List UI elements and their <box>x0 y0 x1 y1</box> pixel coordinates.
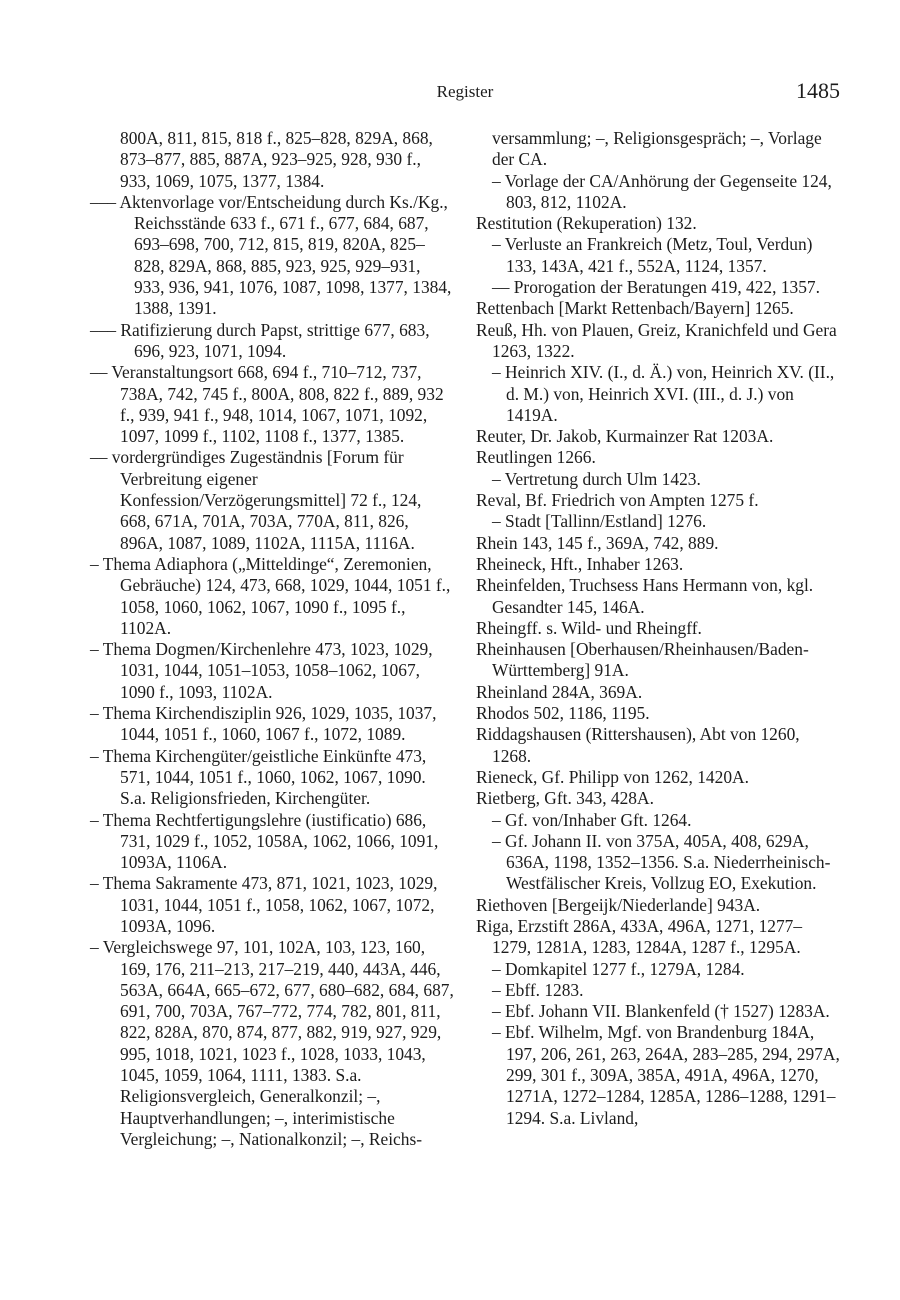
running-title: Register <box>436 82 494 101</box>
index-entry: Riga, Erzstift 286A, 433A, 496A, 1271, 1277–1279, 1281A, 1283, 1284A, 1287 f., 1295A. <box>476 915 803 958</box>
index-entry: Rettenbach [Markt Rettenbach/Bayern] 1265. <box>476 298 794 319</box>
index-entry: – Thema Rechtfertigungslehre (iustificatio) 686, 731, 1029 f., 1052, 1058A, 1062, 1066, 1091, 1093A, 1106A. <box>90 809 439 873</box>
index-entry: – Thema Dogmen/Kirchenlehre 473, 1023, 1029, 1031, 1044, 1051–1053, 1058–1062, 1067, 1090 f., 1093, 1102A. <box>90 639 433 702</box>
index-entry: ––– Ratifizierung durch Papst, strittige 677, 683, 696, 923, 1071, 1094. <box>90 319 430 361</box>
index-entry: – Gf. Johann II. von 375A, 405A, 408, 629A, 636A, 1198, 1352–1356. S.a. Niederrheinisch-Westfälischer Kreis, Vollzug EO, Exekution. <box>492 830 831 894</box>
index-column-left <box>90 128 455 1150</box>
page-header <box>90 78 840 108</box>
index-entry: –– Veranstaltungsort 668, 694 f., 710–712, 737, 738A, 742, 745 f., 800A, 808, 822 f., 889, 932 f., 939, 941 f., 948, 1014, 1067, 1071, 1092, 1097, 1099 f., 1102, 1108 f., 1377, 1385. <box>90 362 444 447</box>
index-entry: Rhein 143, 145 f., 369A, 742, 889. <box>476 532 719 553</box>
index-entry: – Ebf. Wilhelm, Mgf. von Brandenburg 184A, 197, 206, 261, 263, 264A, 283–285, 294, 297A, 299, 301 f., 309A, 385A, 491A, 496A, 1270, 1271A, 1272–1284, 1285A, 1286–1288, 1291–1294. S.a. Livland, <box>492 1022 840 1128</box>
index-entry: – Thema Adiaphora („Mitteldinge“, Zeremonien, Gebräuche) 124, 473, 668, 1029, 1044, 1051 f., 1058, 1060, 1062, 1067, 1090 f., 1095 f., 1102A. <box>90 553 451 638</box>
index-entry: – Verluste an Frankreich (Metz, Toul, Verdun) 133, 143A, 421 f., 552A, 1124, 1357. <box>492 234 813 276</box>
index-entry: –– Prorogation der Beratungen 419, 422, 1357. <box>492 277 820 298</box>
index-column-right <box>476 128 841 1129</box>
index-entry: – Vergleichswege 97, 101, 102A, 103, 123, 160, 169, 176, 211–213, 217–219, 440, 443A, 446, 563A, 664A, 665–672, 677, 680–682, 684, 687, 691, 700, 703A, 767–772, 774, 782, 801, 811, 822, 828A, 870, 874, 877, 882, 919, 927, 929, 995, 1018, 1021, 1023 f., 1028, 1033, 1043, 1045, 1059, 1064, 1111, 1383. S.a. Religionsvergleich, Generalkonzil; –, Hauptverhandlungen; –, interimistische Vergleichung; –, Nationalkonzil; –, Reichs- <box>90 937 454 1149</box>
index-entry: versammlung; –, Religionsgespräch; –, Vorlage der CA. <box>492 128 822 170</box>
index-entry: Reutlingen 1266. <box>476 447 596 468</box>
index-entry: Reuß, Hh. von Plauen, Greiz, Kranichfeld und Gera 1263, 1322. <box>476 319 837 361</box>
index-entry: Reval, Bf. Friedrich von Ampten 1275 f. <box>476 490 759 511</box>
index-entry: – Vorlage der CA/Anhörung der Gegenseite 124, 803, 812, 1102A. <box>492 170 832 212</box>
index-entry: Rheinland 284A, 369A. <box>476 681 643 702</box>
index-entry: – Thema Kirchendisziplin 926, 1029, 1035, 1037, 1044, 1051 f., 1060, 1067 f., 1072, 1089. <box>90 703 437 745</box>
index-entry: –– vordergründiges Zugeständnis [Forum für Verbreitung eigener Konfession/Verzögerungsmittel] 72 f., 124, 668, 671A, 701A, 703A, 770A, 811, 826, 896A, 1087, 1089, 1102A, 1115A, 1116A. <box>90 447 422 553</box>
index-entry: Rheinfelden, Truchsess Hans Hermann von, kgl. Gesandter 145, 146A. <box>476 575 814 617</box>
index-entry: – Ebf. Johann VII. Blankenfeld († 1527) 1283A. <box>492 1001 830 1022</box>
index-entry: Reuter, Dr. Jakob, Kurmainzer Rat 1203A. <box>476 426 774 447</box>
index-entry: – Gf. von/Inhaber Gft. 1264. <box>492 809 692 830</box>
index-entry: Rheingff. s. Wild- und Rheingff. <box>476 617 702 638</box>
index-entry: Rhodos 502, 1186, 1195. <box>476 703 650 724</box>
index-entry: – Domkapitel 1277 f., 1279A, 1284. <box>492 958 745 979</box>
index-entry: Restitution (Rekuperation) 132. <box>476 213 697 234</box>
index-entry: Riddagshausen (Rittershausen), Abt von 1260, 1268. <box>476 724 800 766</box>
index-entry: 800A, 811, 815, 818 f., 825–828, 829A, 868, 873–877, 885, 887A, 923–925, 928, 930 f., 933, 1069, 1075, 1377, 1384. <box>120 128 433 191</box>
index-entry: Rieneck, Gf. Philipp von 1262, 1420A. <box>476 766 749 787</box>
index-entry: Rietberg, Gft. 343, 428A. <box>476 788 654 809</box>
index-entry: – Heinrich XIV. (I., d. Ä.) von, Heinrich XV. (II., d. M.) von, Heinrich XVI. (III., d. J.) von 1419A. <box>492 362 835 425</box>
index-entry: – Ebff. 1283. <box>492 979 584 1000</box>
index-entry: – Stadt [Tallinn/Estland] 1276. <box>492 511 707 532</box>
index-entry: – Vertretung durch Ulm 1423. <box>492 468 701 489</box>
index-entry: ––– Aktenvorlage vor/Entscheidung durch Ks./Kg., Reichsstände 633 f., 671 f., 677, 684, 687, 693–698, 700, 712, 815, 819, 820A, 825–828, 829A, 868, 885, 923, 925, 929–931, 933, 936, 941, 1076, 1087, 1098, 1377, 1384, 1388, 1391. <box>90 191 452 319</box>
index-entry: Rheineck, Hft., Inhaber 1263. <box>476 553 684 574</box>
index-entry: Riethoven [Bergeijk/Niederlande] 943A. <box>476 894 761 915</box>
page-number: 1485 <box>796 78 840 103</box>
index-entry: – Thema Kirchengüter/geistliche Einkünfte 473, 571, 1044, 1051 f., 1060, 1062, 1067, 1090. S.a. Religionsfrieden, Kirchengüter. <box>90 745 427 809</box>
index-entry: Rheinhausen [Oberhausen/Rheinhausen/Baden-Württemberg] 91A. <box>476 639 809 681</box>
index-entry: – Thema Sakramente 473, 871, 1021, 1023, 1029, 1031, 1044, 1051 f., 1058, 1062, 1067, 1072, 1093A, 1096. <box>90 873 438 936</box>
